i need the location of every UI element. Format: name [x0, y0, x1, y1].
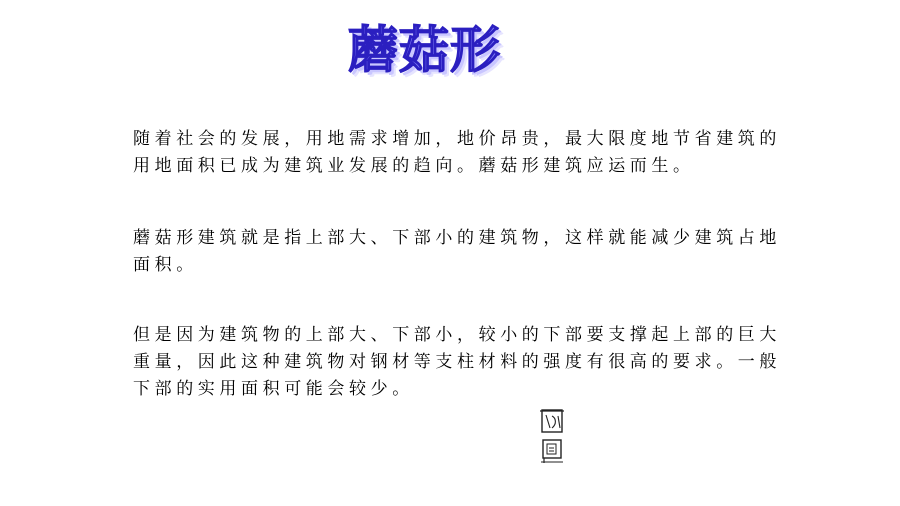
slide-title: 蘑菇形 [348, 21, 501, 79]
mushroom-building-sketch-icon [538, 408, 566, 464]
paragraph-intro: 随着社会的发展，用地需求增加，地价昂贵，最大限度地节省建筑的用地面积已成为建筑业发展的趋向。蘑菇形建筑应运而生。 [133, 129, 781, 176]
paragraph-drawback: 但是因为建筑物的上部大、下部小，较小的下部要支撑起上部的巨大重量，因此这种建筑物对钢材等支柱材料的强度有很高的要求。一般下部的实用面积可能会较少。 [133, 325, 781, 399]
paragraph-definition: 蘑菇形建筑就是指上部大、下部小的建筑物，这样就能减少建筑占地面积。 [133, 228, 781, 275]
